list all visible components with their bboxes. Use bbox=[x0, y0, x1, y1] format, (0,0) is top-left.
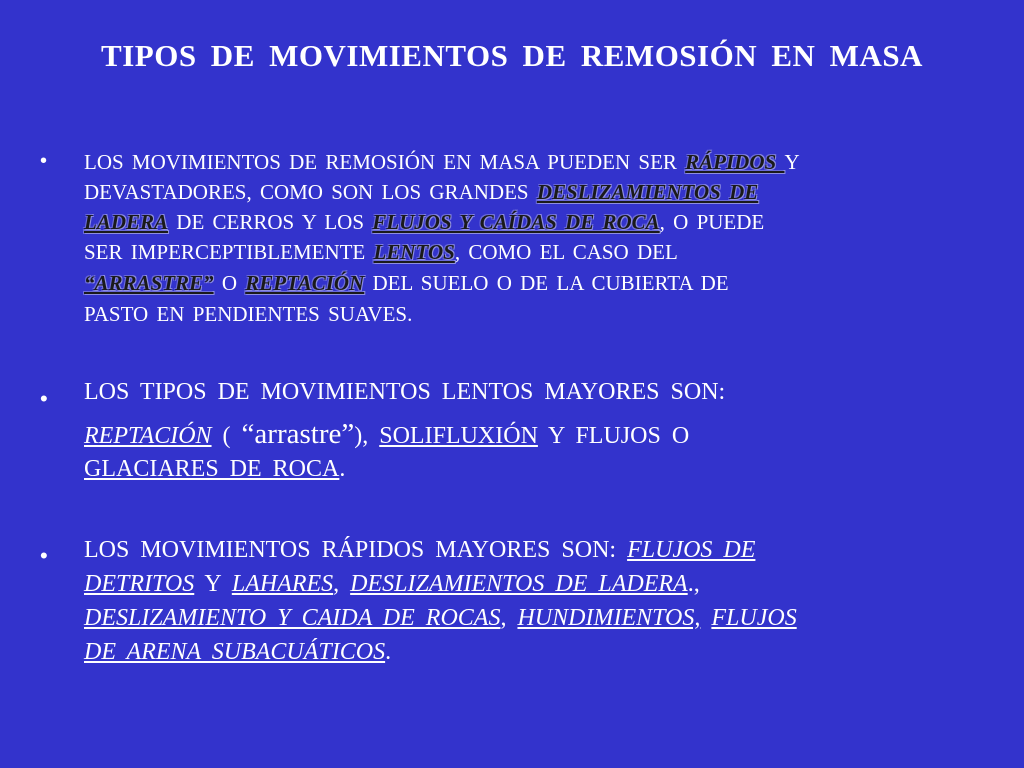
bullet-1-line-5 bbox=[84, 268, 729, 298]
text-run: DEVASTADORES, COMO SON LOS GRANDES bbox=[84, 180, 537, 204]
bullet-marker: • bbox=[40, 150, 48, 172]
bullet-3-line-1 bbox=[84, 537, 755, 564]
bullet-1-line-2 bbox=[84, 177, 758, 207]
text-run: LOS MOVIMIENTOS DE REMOSIÓN EN MASA PUEDEN SER bbox=[84, 150, 686, 174]
term-arrastre: “arrastre” bbox=[241, 418, 355, 450]
bullet-3-line-3 bbox=[84, 605, 797, 632]
term-detritos: DETRITOS bbox=[84, 571, 195, 597]
bullet-marker: • bbox=[40, 543, 48, 568]
text-run: , O PUEDE bbox=[659, 210, 765, 234]
bullet-2-line-3 bbox=[84, 456, 345, 483]
text-run: ( bbox=[211, 423, 242, 449]
text-run: DEL SUELO O DE LA CUBIERTA DE bbox=[364, 271, 729, 295]
bullet-marker: • bbox=[40, 386, 48, 411]
term-solifluxion: SOLIFLUXIÓN bbox=[379, 423, 538, 449]
emphasis-ladera: LADERA bbox=[84, 210, 169, 234]
bullet-3-line-2 bbox=[84, 571, 700, 598]
text-run bbox=[700, 605, 711, 631]
bullet-3-line-4 bbox=[84, 639, 391, 666]
text-run: PASTO EN PENDIENTES SUAVES. bbox=[84, 302, 413, 326]
text-run: , COMO EL CASO DEL bbox=[454, 240, 678, 264]
text-run: Y bbox=[784, 150, 800, 174]
text-run: ), bbox=[354, 423, 380, 449]
term-lahares: LAHARES bbox=[231, 571, 334, 597]
term-deslizamiento-caida-rocas: DESLIZAMIENTO Y CAIDA DE ROCAS bbox=[84, 605, 501, 631]
text-run: O bbox=[213, 271, 246, 295]
term-arena-subacuaticos: DE ARENA SUBACUÁTICOS bbox=[84, 639, 386, 665]
bullet-2-line-2 bbox=[84, 418, 689, 451]
text-run: . bbox=[339, 456, 346, 482]
emphasis-arrastre: “ARRASTRE” bbox=[84, 271, 214, 295]
text-run: Y bbox=[194, 571, 232, 597]
bullet-1-line-3 bbox=[84, 207, 764, 237]
term-glaciares-de-roca: GLACIARES DE ROCA bbox=[84, 456, 340, 482]
term-reptacion: REPTACIÓN bbox=[84, 423, 212, 449]
text-run: , bbox=[500, 605, 518, 631]
text-run: LOS TIPOS DE MOVIMIENTOS LENTOS MAYORES SON: bbox=[84, 379, 726, 405]
text-run: LOS MOVIMIENTOS RÁPIDOS MAYORES SON: bbox=[84, 537, 628, 563]
text-run: ., bbox=[687, 571, 700, 597]
text-run: DE CERROS Y LOS bbox=[168, 210, 373, 234]
term-flujos-de-detritos: FLUJOS DE bbox=[627, 537, 756, 563]
text-run: Y FLUJOS O bbox=[537, 423, 690, 449]
emphasis-deslizamientos: DESLIZAMIENTOS DE bbox=[536, 180, 759, 204]
bullet-2-line-1 bbox=[84, 379, 725, 406]
slide-title: TIPOS DE MOVIMIENTOS DE REMOSIÓN EN MASA bbox=[101, 38, 923, 73]
term-deslizamientos-de-ladera: DESLIZAMIENTOS DE LADERA bbox=[350, 571, 688, 597]
emphasis-lentos: LENTOS bbox=[373, 240, 455, 264]
text-run: . bbox=[385, 639, 392, 665]
bullet-1-line-4 bbox=[84, 237, 678, 267]
term-hundimientos: HUNDIMIENTOS, bbox=[517, 605, 701, 631]
text-run: SER IMPERCEPTIBLEMENTE bbox=[84, 240, 374, 264]
emphasis-flujos-caidas: FLUJOS Y CAÍDAS DE ROCA bbox=[372, 210, 660, 234]
emphasis-reptacion: REPTACIÓN bbox=[245, 271, 365, 295]
term-flujos: FLUJOS bbox=[711, 605, 797, 631]
text-run: , bbox=[333, 571, 351, 597]
bullet-1-line-1 bbox=[84, 147, 800, 177]
bullet-1-line-6 bbox=[84, 299, 412, 329]
emphasis-rapidos: RÁPIDOS bbox=[685, 150, 785, 174]
